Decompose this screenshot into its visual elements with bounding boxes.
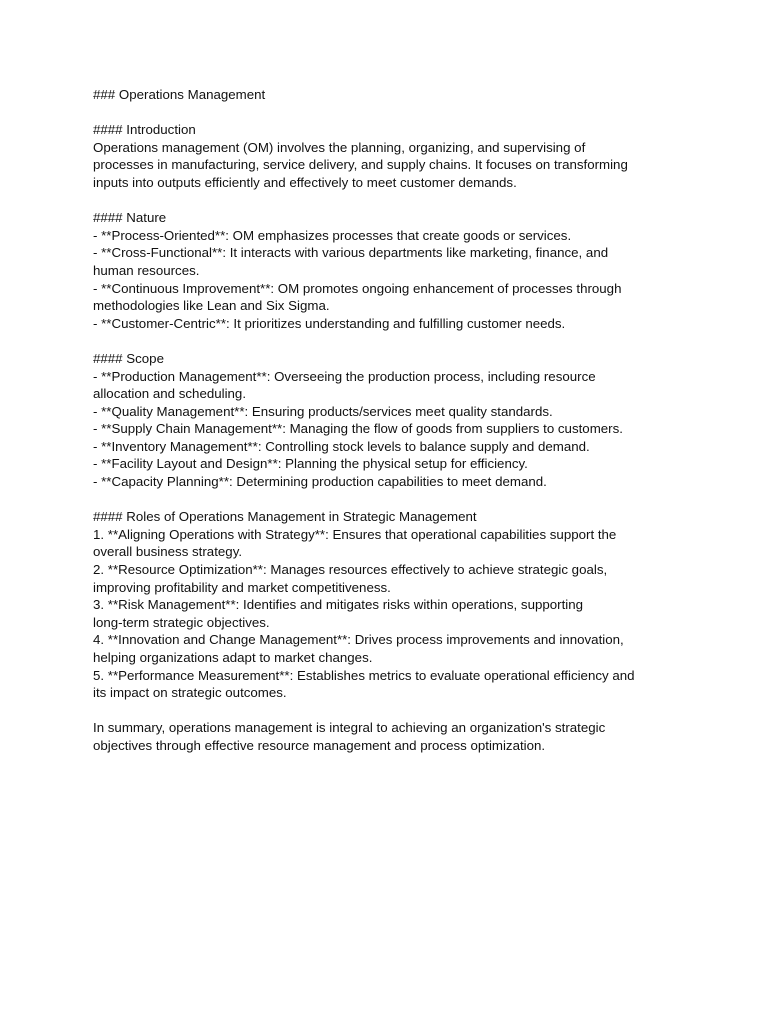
spacer (93, 332, 683, 350)
section-introduction (93, 121, 683, 191)
section-heading: #### Scope (93, 350, 164, 366)
document-page (93, 86, 683, 755)
section-heading: #### Introduction (93, 122, 196, 138)
section-roles (93, 508, 683, 702)
list-line: long-term strategic objectives. (93, 614, 270, 630)
list-line: - **Production Management**: Overseeing the production process, including resource (93, 368, 596, 384)
spacer (93, 104, 683, 122)
section-heading: #### Nature (93, 210, 167, 226)
document-title: ### Operations Management (93, 87, 266, 102)
list-line: 1. **Aligning Operations with Strategy**: Ensures that operational capabilities support the (93, 526, 617, 542)
list-line: - **Capacity Planning**: Determining production capabilities to meet demand. (93, 474, 547, 490)
paragraph-line: In summary, operations management is integral to achieving an organization's strategic (93, 720, 606, 736)
section-summary (93, 719, 683, 754)
list-line: allocation and scheduling. (93, 386, 247, 402)
list-line: 4. **Innovation and Change Management**: Drives process improvements and innovation, (93, 632, 624, 648)
paragraph-line: processes in manufacturing, service delivery, and supply chains. It focuses on transforming (93, 157, 628, 173)
list-line: - **Facility Layout and Design**: Planning the physical setup for efficiency. (93, 456, 528, 472)
list-line: 5. **Performance Measurement**: Establishes metrics to evaluate operational efficiency and (93, 667, 635, 683)
list-line: human resources. (93, 262, 200, 278)
list-line: - **Continuous Improvement**: OM promotes ongoing enhancement of processes through (93, 280, 622, 296)
list-line: helping organizations adapt to market changes. (93, 650, 373, 665)
list-line: - **Customer-Centric**: It prioritizes understanding and fulfilling customer needs. (93, 315, 566, 331)
spacer (93, 702, 683, 720)
spacer (93, 491, 683, 509)
section-scope (93, 350, 683, 491)
list-line: - **Process-Oriented**: OM emphasizes processes that create goods or services. (93, 227, 572, 243)
section-heading: #### Roles of Operations Management in Strategic Management (93, 509, 477, 525)
paragraph-line: Operations management (OM) involves the planning, organizing, and supervising of (93, 139, 586, 155)
list-line: 3. **Risk Management**: Identifies and mitigates risks within operations, supporting (93, 597, 584, 613)
list-line: overall business strategy. (93, 544, 243, 560)
list-line: - **Cross-Functional**: It interacts with various departments like marketing, finance, and (93, 245, 609, 261)
list-line: - **Quality Management**: Ensuring products/services meet quality standards. (93, 403, 553, 419)
list-line: methodologies like Lean and Six Sigma. (93, 298, 330, 314)
paragraph-line: inputs into outputs efficiently and effectively to meet customer demands. (93, 174, 517, 190)
list-line: its impact on strategic outcomes. (93, 685, 287, 701)
list-line: - **Supply Chain Management**: Managing the flow of goods from suppliers to customers. (93, 421, 623, 437)
spacer (93, 192, 683, 210)
paragraph-line: objectives through effective resource management and process optimization. (93, 737, 546, 753)
list-line: 2. **Resource Optimization**: Manages resources effectively to achieve strategic goals, (93, 562, 608, 578)
section-nature (93, 209, 683, 332)
list-line: - **Inventory Management**: Controlling stock levels to balance supply and demand. (93, 438, 590, 454)
list-line: improving profitability and market competitiveness. (93, 579, 391, 595)
